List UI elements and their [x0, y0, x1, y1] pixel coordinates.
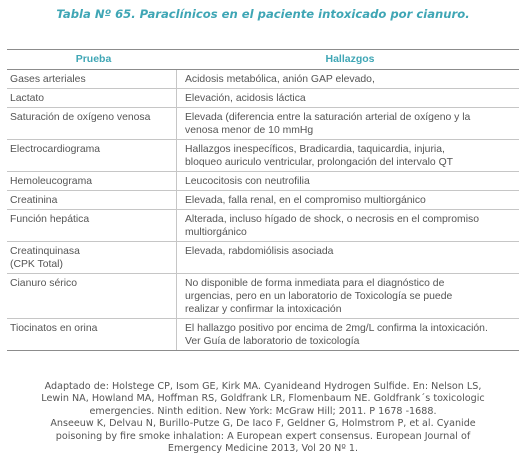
- source-line: Anseeuw K, Delvau N, Burillo-Putze G, De Iaco F, Geldner G, Holmstrom P, et al. Cyanide: [50, 418, 476, 430]
- cell-prueba: [7, 319, 177, 350]
- cell-text: Creatinquinasa: [10, 246, 80, 257]
- cell-text: Ver Guía de laboratorio de toxicología: [185, 336, 360, 347]
- cell-text: bloqueo auriculo ventricular, prolongación del intervalo QT: [185, 157, 454, 168]
- cell-hallazgos: [177, 319, 519, 350]
- cell-text: Lactato: [10, 93, 45, 104]
- cell-hallazgos: [177, 172, 519, 190]
- findings-table: [7, 49, 519, 351]
- cell-prueba: [7, 274, 177, 318]
- table-body: [7, 70, 519, 350]
- cell-prueba: [7, 242, 177, 273]
- cell-hallazgos: [177, 70, 519, 88]
- cell-prueba: [7, 70, 177, 88]
- cell-text: Elevación, acidosis láctica: [185, 93, 306, 104]
- cell-hallazgos: [177, 242, 519, 273]
- table-row: [7, 210, 519, 242]
- cell-hallazgos: [177, 89, 519, 107]
- cell-prueba: [7, 210, 177, 241]
- cell-text: venosa menor de 10 mmHg: [185, 125, 314, 136]
- cell-text: Alterada, incluso hígado de shock, o necrosis en el compromiso: [185, 214, 479, 225]
- cell-text: Elevada, rabdomiólisis asociada: [185, 246, 334, 257]
- cell-text: Hemoleucograma: [10, 176, 93, 187]
- cell-text: No disponible de forma inmediata para el diagnóstico de: [185, 278, 445, 289]
- cell-text: Saturación de oxígeno venosa: [10, 112, 151, 123]
- cell-prueba: [7, 140, 177, 171]
- table-title: Tabla Nº 65. Paraclínicos en el paciente intoxicado por cianuro.: [56, 7, 470, 21]
- column-header-hallazgos: Hallazgos: [325, 53, 375, 65]
- cell-text: Cianuro sérico: [10, 278, 77, 289]
- cell-text: realizar y confirmar la intoxicación: [185, 304, 342, 315]
- table-row: [7, 274, 519, 319]
- cell-prueba: [7, 108, 177, 139]
- cell-text: Elevada, falla renal, en el compromiso multiorgánico: [185, 195, 426, 206]
- source-line: Adaptado de: Holstege CP, Isom GE, Kirk MA. Cyanideand Hydrogen Sulfide. En: Nelson LS,: [44, 381, 482, 392]
- cell-text: Gases arteriales: [10, 74, 86, 85]
- cell-prueba: [7, 89, 177, 107]
- column-header-prueba: Prueba: [75, 53, 112, 65]
- cell-text: urgencias, pero en un laboratorio de Toxicología se puede: [185, 291, 453, 302]
- cell-text: (CPK Total): [10, 259, 63, 270]
- table-row: [7, 70, 519, 89]
- table-row: [7, 319, 519, 350]
- table-row: [7, 89, 519, 108]
- cell-text: Función hepática: [10, 214, 90, 225]
- cell-text: Elevada (diferencia entre la saturación arterial de oxígeno y la: [185, 112, 471, 123]
- cell-text: multiorgánico: [185, 227, 247, 238]
- cell-text: Acidosis metabólica, anión GAP elevado,: [185, 74, 375, 85]
- cell-text: Leucocitosis con neutrofilia: [185, 176, 310, 187]
- source-citation: [7, 381, 519, 455]
- table-row: [7, 242, 519, 274]
- cell-text: Creatinina: [10, 195, 58, 206]
- source-line: poisoning by fire smoke inhalation: A European expert consensus. European Journal of: [55, 430, 471, 442]
- cell-text: Electrocardiograma: [10, 144, 101, 155]
- source-line: Lewin NA, Howland MA, Hoffman RS, Goldfrank LR, Flomenbaum NE. Goldfrank´s toxicologic: [41, 393, 485, 405]
- cell-hallazgos: [177, 210, 519, 241]
- cell-hallazgos: [177, 108, 519, 139]
- cell-prueba: [7, 191, 177, 209]
- table-row: [7, 108, 519, 140]
- source-line: Emergency Medicine 2013, Vol 20 Nº 1.: [167, 443, 359, 455]
- cell-hallazgos: [177, 140, 519, 171]
- cell-text: Tiocinatos en orina: [10, 323, 98, 334]
- table-row: [7, 172, 519, 191]
- table-row: [7, 191, 519, 210]
- table-header-row: [7, 50, 519, 70]
- cell-hallazgos: [177, 191, 519, 209]
- source-line: emergencies. Ninth edition. New York: McGraw Hill; 2011. P 1678 -1688.: [89, 405, 437, 417]
- cell-text: Hallazgos inespecíficos, Bradicardia, taquicardia, injuria,: [185, 144, 445, 155]
- cell-prueba: [7, 172, 177, 190]
- cell-text: El hallazgo positivo por encima de 2mg/L confirma la intoxicación.: [185, 323, 488, 334]
- table-row: [7, 140, 519, 172]
- cell-hallazgos: [177, 274, 519, 318]
